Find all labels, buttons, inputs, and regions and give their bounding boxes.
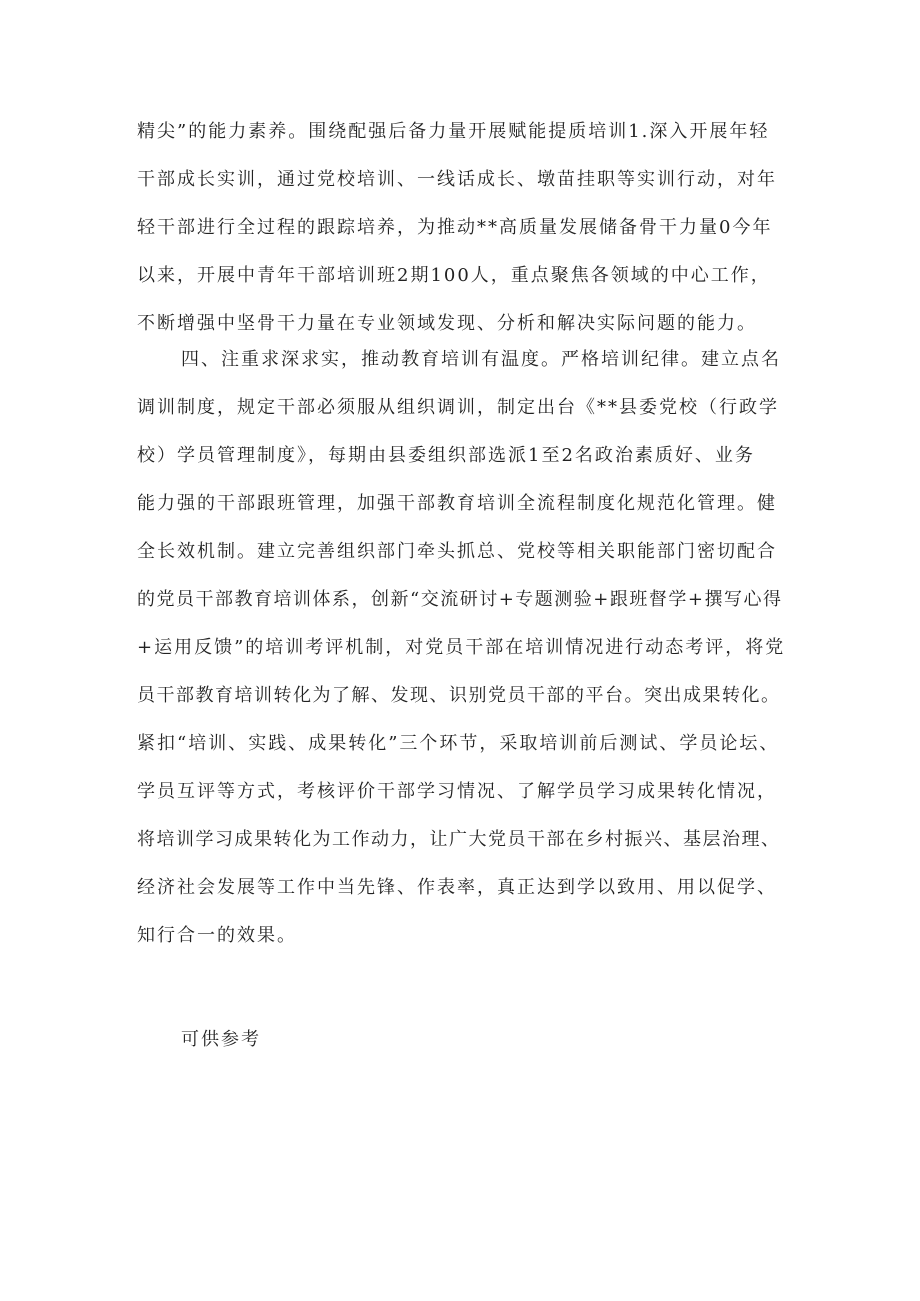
text-line: +运用反馈”的培训考评机制，对党员干部在培训情况进行动态考评，将党 <box>137 637 786 658</box>
text-line: 知行合一的效果。 <box>137 925 297 946</box>
body-paragraph-1 <box>137 108 787 348</box>
text-line: 经济社会发展等工作中当先锋、作表率，真正达到学以致用、用以促学、 <box>137 877 777 898</box>
text-line: 学员互评等方式，考核评价干部学习情况、了解学员学习成果转化情况， <box>137 781 777 802</box>
body-paragraph-2 <box>137 336 787 960</box>
text-line: 干部成长实训，通过党校培训、一线话成长、墩苗挂职等实训行动，对年 <box>137 169 777 190</box>
text-line: 轻干部进行全过程的跟踪培养，为推动**高质量发展储备骨干力量0今年 <box>137 217 773 238</box>
text-line: 校）学员管理制度》，每期由县委组织部选派1至2名政治素质好、业务 <box>137 445 755 466</box>
text-line: 能力强的干部跟班管理，加强干部教育培训全流程制度化规范化管理。健 <box>137 493 777 514</box>
text-line: 调训制度，规定干部必须服从组织调训，制定出台《**县委党校（行政学 <box>137 397 779 418</box>
text-line: 紧扣“培训、实践、成果转化”三个环节，采取培训前后测试、学员论坛、 <box>137 733 780 754</box>
text-line: 精尖”的能力素养。围绕配强后备力量开展赋能提质培训1.深入开展年轻 <box>137 121 770 142</box>
text-line: 全长效机制。建立完善组织部门牵头抓总、党校等相关职能部门密切配合 <box>137 541 777 562</box>
text-line: 不断增强中坚骨干力量在专业领域发现、分析和解决实际问题的能力。 <box>137 313 757 334</box>
text-line-indented: 四、注重求深求实，推动教育培训有温度。严格培训纪律。建立点名 <box>181 349 781 370</box>
text-line: 员干部教育培训转化为了解、发现、识别党员干部的平台。突出成果转化。 <box>137 685 781 706</box>
closing-text: 可供参考 <box>181 1029 261 1050</box>
text-line: 以来，开展中青年干部培训班2期100人，重点聚焦各领域的中心工作， <box>137 265 771 286</box>
text-line: 将培训学习成果转化为工作动力，让广大党员干部在乡村振兴、基层治理、 <box>137 829 781 850</box>
closing-note <box>137 1016 787 1064</box>
text-line: 的党员干部教育培训体系，创新“交流研讨+专题测验+跟班督学+撰写心得 <box>137 589 783 610</box>
